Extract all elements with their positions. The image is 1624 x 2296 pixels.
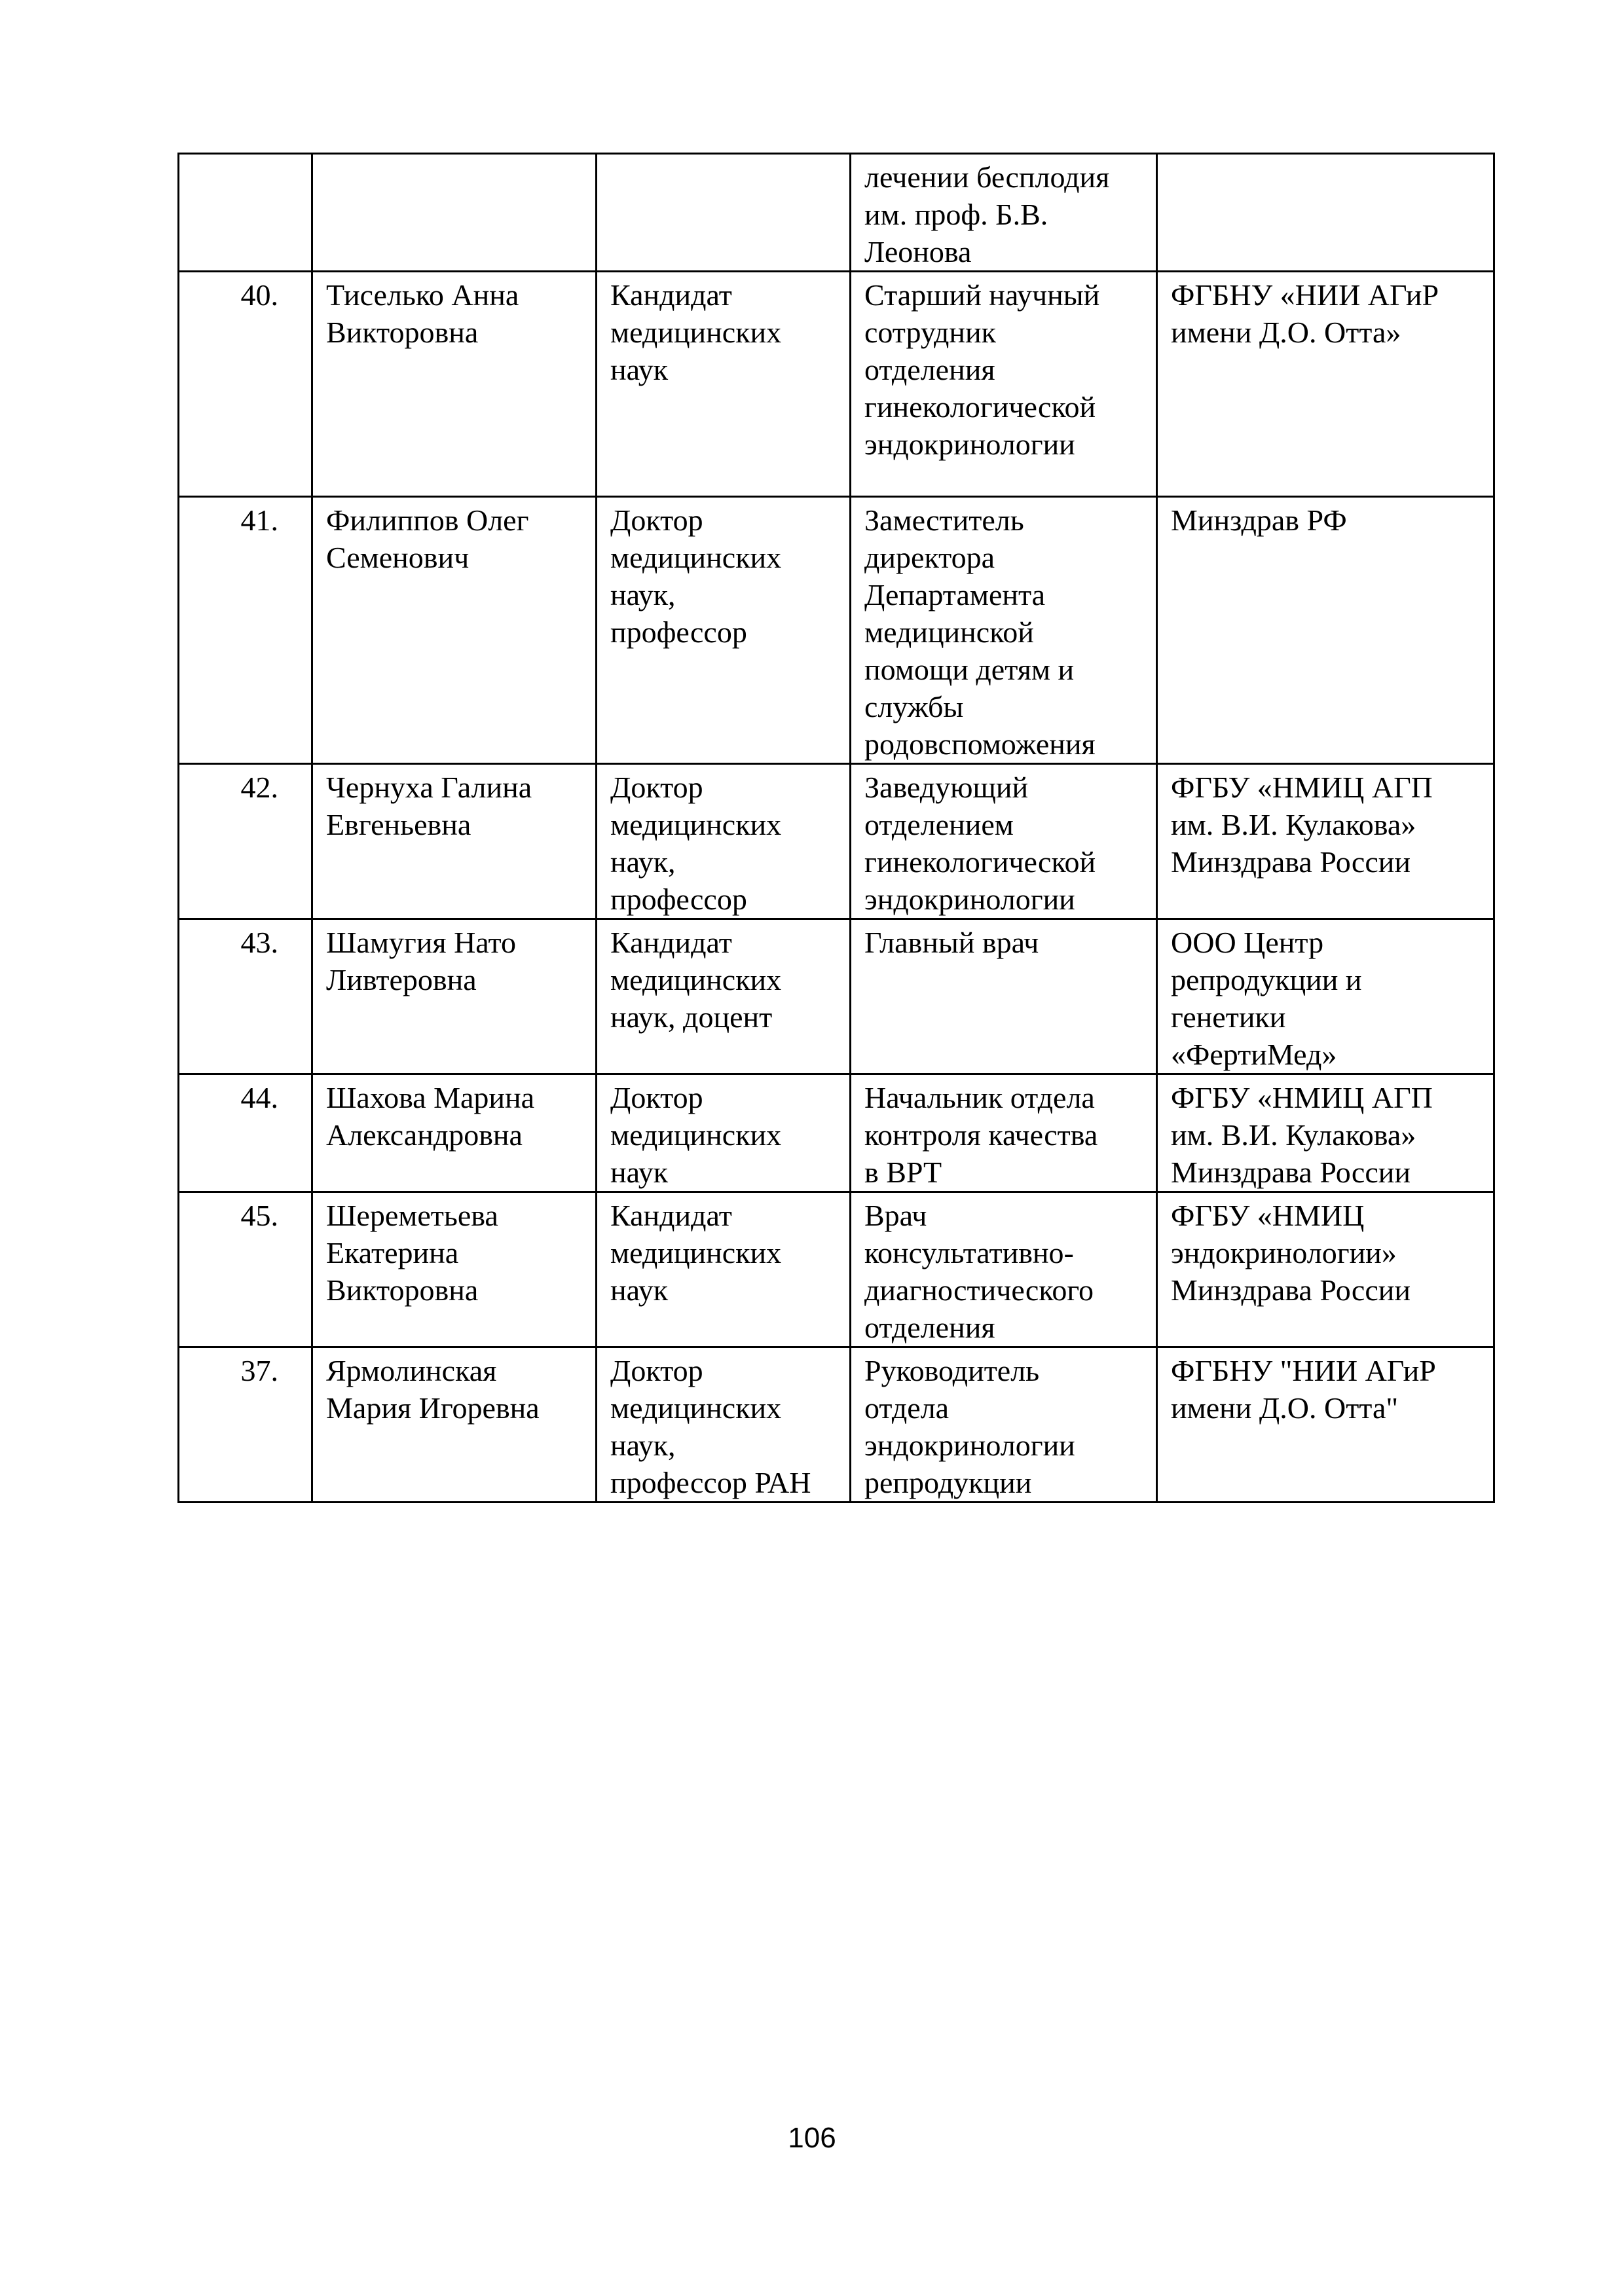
- name-cell: [312, 1192, 597, 1347]
- row-number: 40.: [240, 278, 278, 312]
- organization: Минздрав РФ: [1171, 503, 1347, 537]
- position-cell: [851, 919, 1157, 1074]
- position-cell: [851, 1347, 1157, 1503]
- academic-degree: Доктор медицинских наук, профессор: [610, 771, 782, 916]
- degree-cell: [597, 1192, 851, 1347]
- organization-cell: [1157, 272, 1494, 497]
- organization: ООО Центр репродукции и генетики «ФертиМед»: [1171, 926, 1362, 1071]
- organization: ФГБУ «НМИЦ АГП им. В.И. Кулакова» Минздрава России: [1171, 771, 1433, 879]
- degree-cell: [597, 919, 851, 1074]
- position-cell: [851, 497, 1157, 764]
- organization: ФГБНУ «НИИ АГиР имени Д.О. Отта»: [1171, 278, 1439, 349]
- degree-cell: [597, 1347, 851, 1503]
- name-cell: [312, 764, 597, 919]
- table-row: [179, 497, 1494, 764]
- person-name: Шереметьева Екатерина Викторовна: [326, 1199, 498, 1307]
- degree-cell: [597, 1074, 851, 1192]
- organization: ФГБУ «НМИЦ эндокринологии» Минздрава России: [1171, 1199, 1411, 1307]
- table-row: [179, 1192, 1494, 1347]
- row-number-cell: [179, 154, 312, 272]
- table-row: [179, 919, 1494, 1074]
- organization-cell: [1157, 1074, 1494, 1192]
- row-number-cell: [179, 1347, 312, 1503]
- job-position: Врач консультативно- диагностического отделения: [864, 1199, 1094, 1344]
- job-position: Старший научный сотрудник отделения гинекологической эндокринологии: [864, 278, 1100, 461]
- organization: ФГБУ «НМИЦ АГП им. В.И. Кулакова» Минздрава России: [1171, 1081, 1433, 1189]
- person-name: Чернуха Галина Евгеньевна: [326, 771, 532, 841]
- position-cell: [851, 764, 1157, 919]
- academic-degree: Кандидат медицинских наук: [610, 278, 782, 386]
- row-number: 45.: [240, 1199, 278, 1232]
- table-row: [179, 764, 1494, 919]
- job-position: Заместитель директора Департамента медицинской помощи детям и службы родовспоможения: [864, 503, 1096, 761]
- organization-cell: [1157, 497, 1494, 764]
- name-cell: [312, 1074, 597, 1192]
- position-cell: [851, 272, 1157, 497]
- row-number-cell: [179, 1192, 312, 1347]
- row-number-cell: [179, 764, 312, 919]
- organization-cell: [1157, 1347, 1494, 1503]
- row-number-cell: [179, 1074, 312, 1192]
- row-number: 41.: [240, 503, 278, 537]
- organization-cell: [1157, 919, 1494, 1074]
- job-position: Заведующий отделением гинекологической эндокринологии: [864, 771, 1096, 916]
- person-name: Тиселько Анна Викторовна: [326, 278, 519, 349]
- row-number: 44.: [240, 1081, 278, 1114]
- academic-degree: Кандидат медицинских наук, доцент: [610, 926, 782, 1034]
- job-position: Руководитель отдела эндокринологии репродукции: [864, 1354, 1075, 1499]
- name-cell: [312, 272, 597, 497]
- experts-table: [177, 153, 1495, 1503]
- organization-cell: [1157, 764, 1494, 919]
- degree-cell: [597, 764, 851, 919]
- row-number-cell: [179, 497, 312, 764]
- page-number: 106: [788, 2122, 836, 2154]
- position-cell: [851, 1192, 1157, 1347]
- row-number: 43.: [240, 926, 278, 959]
- academic-degree: Кандидат медицинских наук: [610, 1199, 782, 1307]
- degree-cell: [597, 497, 851, 764]
- row-number: 42.: [240, 771, 278, 804]
- row-number: 37.: [240, 1354, 278, 1387]
- table-row: [179, 1074, 1494, 1192]
- table-row: [179, 1347, 1494, 1503]
- name-cell: [312, 497, 597, 764]
- academic-degree: Доктор медицинских наук, профессор: [610, 503, 782, 649]
- academic-degree: Доктор медицинских наук: [610, 1081, 782, 1189]
- degree-cell: [597, 154, 851, 272]
- job-position: лечении бесплодия им. проф. Б.В. Леонова: [864, 160, 1110, 268]
- person-name: Ярмолинская Мария Игоревна: [326, 1354, 540, 1425]
- academic-degree: Доктор медицинских наук, профессор РАН: [610, 1354, 811, 1499]
- table-row: [179, 272, 1494, 497]
- name-cell: [312, 919, 597, 1074]
- row-number-cell: [179, 272, 312, 497]
- name-cell: [312, 1347, 597, 1503]
- organization-cell: [1157, 1192, 1494, 1347]
- organization-cell: [1157, 154, 1494, 272]
- name-cell: [312, 154, 597, 272]
- table-row-continuation: [179, 154, 1494, 272]
- degree-cell: [597, 272, 851, 497]
- position-cell: [851, 154, 1157, 272]
- row-number-cell: [179, 919, 312, 1074]
- organization: ФГБНУ "НИИ АГиР имени Д.О. Отта": [1171, 1354, 1436, 1425]
- position-cell: [851, 1074, 1157, 1192]
- job-position: Начальник отдела контроля качества в ВРТ: [864, 1081, 1098, 1189]
- person-name: Филиппов Олег Семенович: [326, 503, 529, 574]
- person-name: Шамугия Нато Ливтеровна: [326, 926, 517, 996]
- person-name: Шахова Марина Александровна: [326, 1081, 535, 1152]
- job-position: Главный врач: [864, 926, 1039, 959]
